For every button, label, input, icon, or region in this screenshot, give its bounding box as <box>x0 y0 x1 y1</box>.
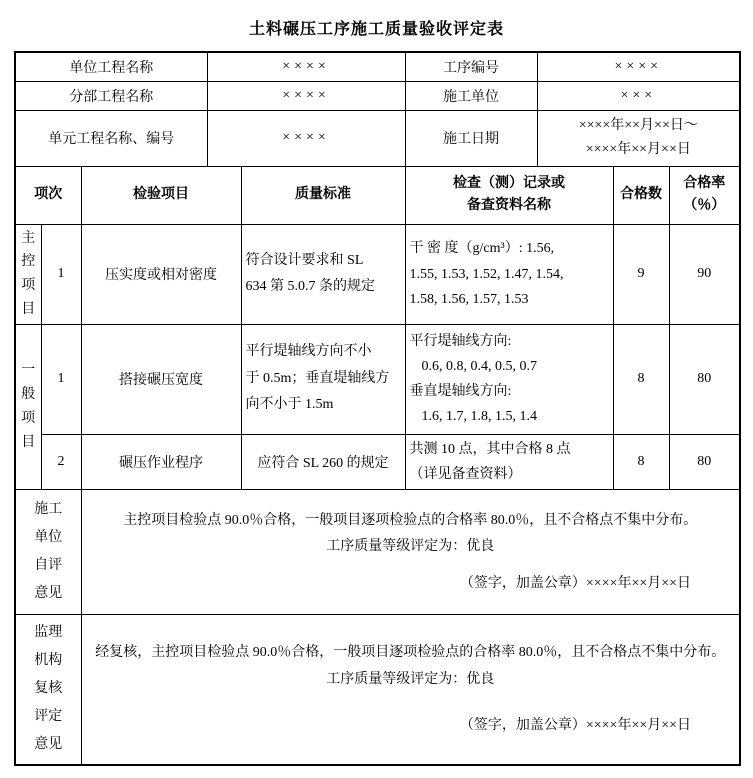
pass-rate: 80 <box>669 324 740 434</box>
main-control-row <box>15 224 740 324</box>
self-assessment-line2: 工序质量等级评定为：优良 <box>326 539 495 555</box>
review-line2: 工序质量等级评定为：优良 <box>326 671 495 687</box>
review-line1: 经复核，主控项目检验点 90.0％合格，一般项目逐项检验点的合格率 80.0％，且不合格点不集中分布。 <box>95 645 726 661</box>
header-pass-rate-line1: 合格率 <box>683 175 726 191</box>
contractor-value: ××× <box>537 81 740 110</box>
pass-rate: 80 <box>669 434 740 489</box>
category-main-control <box>15 224 41 324</box>
header-record-line2: 备查资料名称 <box>467 198 552 213</box>
header-record-name <box>405 166 613 224</box>
contractor-label: 施工单位 <box>405 81 537 110</box>
division-project-name-value: ×××× <box>207 81 405 110</box>
element-project-name-label: 单元工程名称、编号 <box>15 110 207 166</box>
qualified-count: 9 <box>613 224 669 324</box>
review-label: 监理机构复核评定意见 <box>15 615 81 765</box>
quality-standard: 符合设计要求和 SL 634 第 5.0.7 条的规定 <box>241 224 405 324</box>
process-code-label: 工序编号 <box>405 52 537 81</box>
row-no: 2 <box>41 434 81 489</box>
category-main-control-label: 主控项目 <box>21 230 36 317</box>
quality-standard: 应符合 SL 260 的规定 <box>241 434 405 489</box>
header-qualified-count: 合格数 <box>613 166 669 224</box>
general-item-row-1 <box>15 324 740 434</box>
pass-rate: 90 <box>669 224 740 324</box>
qualified-count: 8 <box>613 434 669 489</box>
row-no: 1 <box>41 224 81 324</box>
review-signature: （签字，加盖公章）××××年××月××日 <box>459 718 692 734</box>
header-record-line1: 检查（测）记录或 <box>453 175 566 191</box>
info-row-division <box>15 81 740 110</box>
element-project-name-value: ×××× <box>207 110 405 166</box>
unit-project-name-value: ×××× <box>207 52 405 81</box>
info-row-unit <box>15 52 740 81</box>
header-item-no: 项次 <box>15 166 81 224</box>
self-assessment-label: 施工单位自评意见 <box>15 490 81 615</box>
inspection-record: 平行堤轴线方向: 0.6, 0.8, 0.4, 0.5, 0.7 垂直堤轴线方向: 1.6, 1.7, 1.8, 1.5, 1.4 <box>405 324 613 434</box>
header-pass-rate <box>669 166 740 224</box>
construction-date-line2: ××××年××月××日 <box>585 142 691 157</box>
info-row-element <box>15 110 740 166</box>
inspection-record: 干 密 度（g/cm³）: 1.56, 1.55, 1.53, 1.52, 1.47, 1.54, 1.58, 1.56, 1.57, 1.53 <box>405 224 613 324</box>
construction-date-value <box>537 110 740 166</box>
self-assessment-content <box>81 490 740 615</box>
acceptance-form-table <box>14 51 741 766</box>
inspection-record: 共测 10 点，其中合格 8 点 （详见备查资料） <box>405 434 613 489</box>
qualified-count: 8 <box>613 324 669 434</box>
self-assessment-signature: （签字，加盖公章）××××年××月××日 <box>459 576 692 592</box>
review-row <box>15 615 740 765</box>
construction-date-line1: ××××年××月××日～ <box>578 118 698 134</box>
category-general <box>15 324 41 489</box>
unit-project-name-label: 单位工程名称 <box>15 52 207 81</box>
division-project-name-label: 分部工程名称 <box>15 81 207 110</box>
process-code-value: ×××× <box>537 52 740 81</box>
self-assessment-line1: 主控项目检验点 90.0％合格，一般项目逐项检验点的合格率 80.0％，且不合格点不集中分布。 <box>123 512 698 528</box>
header-quality-standard: 质量标准 <box>241 166 405 224</box>
general-item-row-2 <box>15 434 740 489</box>
inspection-item: 碾压作业程序 <box>81 434 241 489</box>
row-no: 1 <box>41 324 81 434</box>
inspection-item: 压实度或相对密度 <box>81 224 241 324</box>
category-general-label: 一般项目 <box>21 363 36 450</box>
inspection-item: 搭接碾压宽度 <box>81 324 241 434</box>
self-assessment-row <box>15 490 740 615</box>
quality-standard: 平行堤轴线方向不小 于 0.5m；垂直堤轴线方 向不小于 1.5m <box>241 324 405 434</box>
header-inspection-item: 检验项目 <box>81 166 241 224</box>
construction-date-label: 施工日期 <box>405 110 537 166</box>
header-pass-rate-line2: （％） <box>683 198 726 213</box>
form-title: 土料碾压工序施工质量验收评定表 <box>248 21 504 38</box>
table-header-row <box>15 166 740 224</box>
review-content <box>81 615 740 765</box>
